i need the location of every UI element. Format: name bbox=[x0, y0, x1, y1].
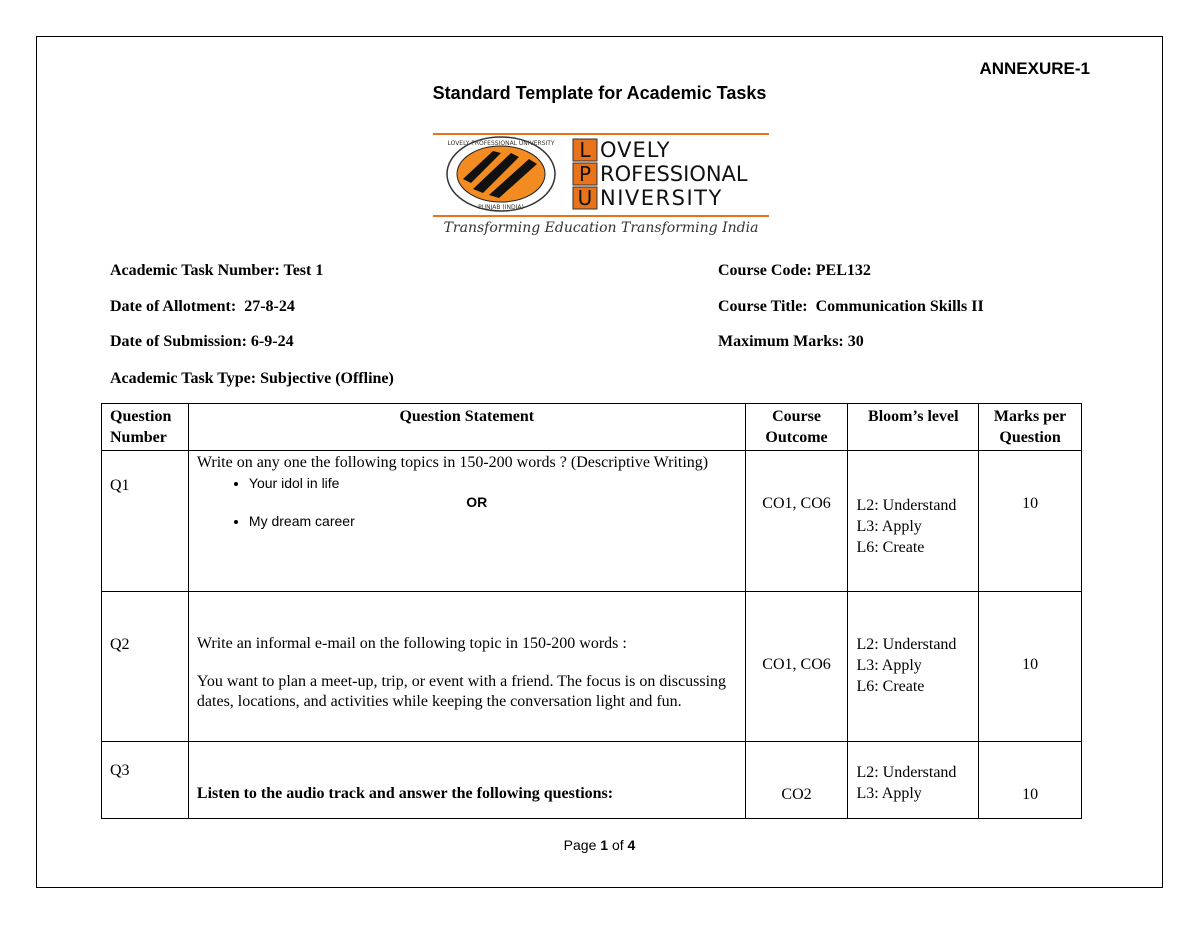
blooms-level: L2: Understand L3: Apply L6: Create bbox=[848, 451, 979, 592]
question-statement: Listen to the audio track and answer the following questions: bbox=[188, 742, 745, 819]
or-separator: OR bbox=[466, 494, 488, 510]
page-title: Standard Template for Academic Tasks bbox=[432, 83, 767, 103]
logo-letter-u: U bbox=[577, 186, 593, 210]
course-outcome: CO2 bbox=[745, 742, 848, 819]
statement-text: Write on any one the following topics in 150-200 words ? (Descriptive Writing) bbox=[196, 454, 709, 471]
document-page bbox=[36, 36, 1163, 888]
question-number: Q1 bbox=[102, 451, 189, 592]
header-question-number: Question Number bbox=[102, 404, 189, 451]
table-row bbox=[102, 592, 1082, 742]
header-marks-per-question: Marks per Question bbox=[979, 404, 1082, 451]
logo-line-niversity: NIVERSITY bbox=[600, 186, 723, 210]
course-code: Course Code: PEL132 bbox=[718, 262, 871, 279]
lpu-logo bbox=[433, 131, 769, 239]
header-course-outcome: Course Outcome bbox=[745, 404, 848, 451]
marks: 10 bbox=[979, 742, 1082, 819]
total-pages: 4 bbox=[627, 837, 636, 853]
course-title: Course Title: Communication Skills II bbox=[718, 298, 984, 315]
list-item: • My dream career bbox=[249, 511, 737, 531]
question-statement bbox=[188, 592, 745, 742]
maximum-marks: Maximum Marks: 30 bbox=[718, 333, 864, 350]
table-header-row bbox=[102, 404, 1082, 451]
course-outcome: CO1, CO6 bbox=[745, 451, 848, 592]
date-of-submission: Date of Submission: 6-9-24 bbox=[110, 333, 294, 350]
blooms-level: L2: Understand L3: Apply L6: Create bbox=[848, 592, 979, 742]
statement-scenario: You want to plan a meet-up, trip, or event with a friend. The focus is on discussing dates, locations, and activities while keeping the conversation light and fun. bbox=[196, 673, 727, 710]
task-type: Academic Task Type: Subjective (Offline) bbox=[110, 370, 394, 387]
annexure-label: ANNEXURE-1 bbox=[979, 59, 1090, 78]
logo-tagline: Transforming Education Transforming India bbox=[443, 220, 759, 236]
question-number: Q3 bbox=[102, 742, 189, 819]
topic-list bbox=[197, 473, 737, 493]
marks: 10 bbox=[979, 592, 1082, 742]
course-outcome: CO1, CO6 bbox=[745, 592, 848, 742]
topic-list bbox=[197, 511, 737, 531]
current-page: 1 bbox=[600, 837, 609, 853]
logo-line-rofessional: ROFESSIONAL bbox=[600, 162, 748, 186]
date-of-allotment: Date of Allotment: 27-8-24 bbox=[110, 298, 295, 315]
questions-table bbox=[101, 403, 1082, 819]
header-blooms-level: Bloom’s level bbox=[848, 404, 979, 451]
list-item: • Your idol in life bbox=[249, 473, 737, 493]
page-footer: Page 1 of 4 bbox=[563, 837, 636, 853]
marks: 10 bbox=[979, 451, 1082, 592]
statement-text: Write an informal e-mail on the following topic in 150-200 words : bbox=[196, 635, 627, 652]
header-question-statement: Question Statement bbox=[188, 404, 745, 451]
logo-line-ovely: OVELY bbox=[600, 138, 671, 162]
table-row bbox=[102, 451, 1082, 592]
task-number: Academic Task Number: Test 1 bbox=[110, 262, 324, 279]
logo-letter-l: L bbox=[579, 138, 591, 162]
blooms-level: L2: Understand L3: Apply bbox=[848, 742, 979, 819]
logo-letter-p: P bbox=[578, 162, 592, 186]
seal-bottom-text: PUNJAB (INDIA) bbox=[478, 204, 524, 211]
table-row bbox=[102, 742, 1082, 819]
university-seal-icon bbox=[447, 137, 555, 211]
question-statement bbox=[188, 451, 745, 592]
question-number: Q2 bbox=[102, 592, 189, 742]
seal-top-text: LOVELY PROFESSIONAL UNIVERSITY bbox=[447, 140, 555, 147]
